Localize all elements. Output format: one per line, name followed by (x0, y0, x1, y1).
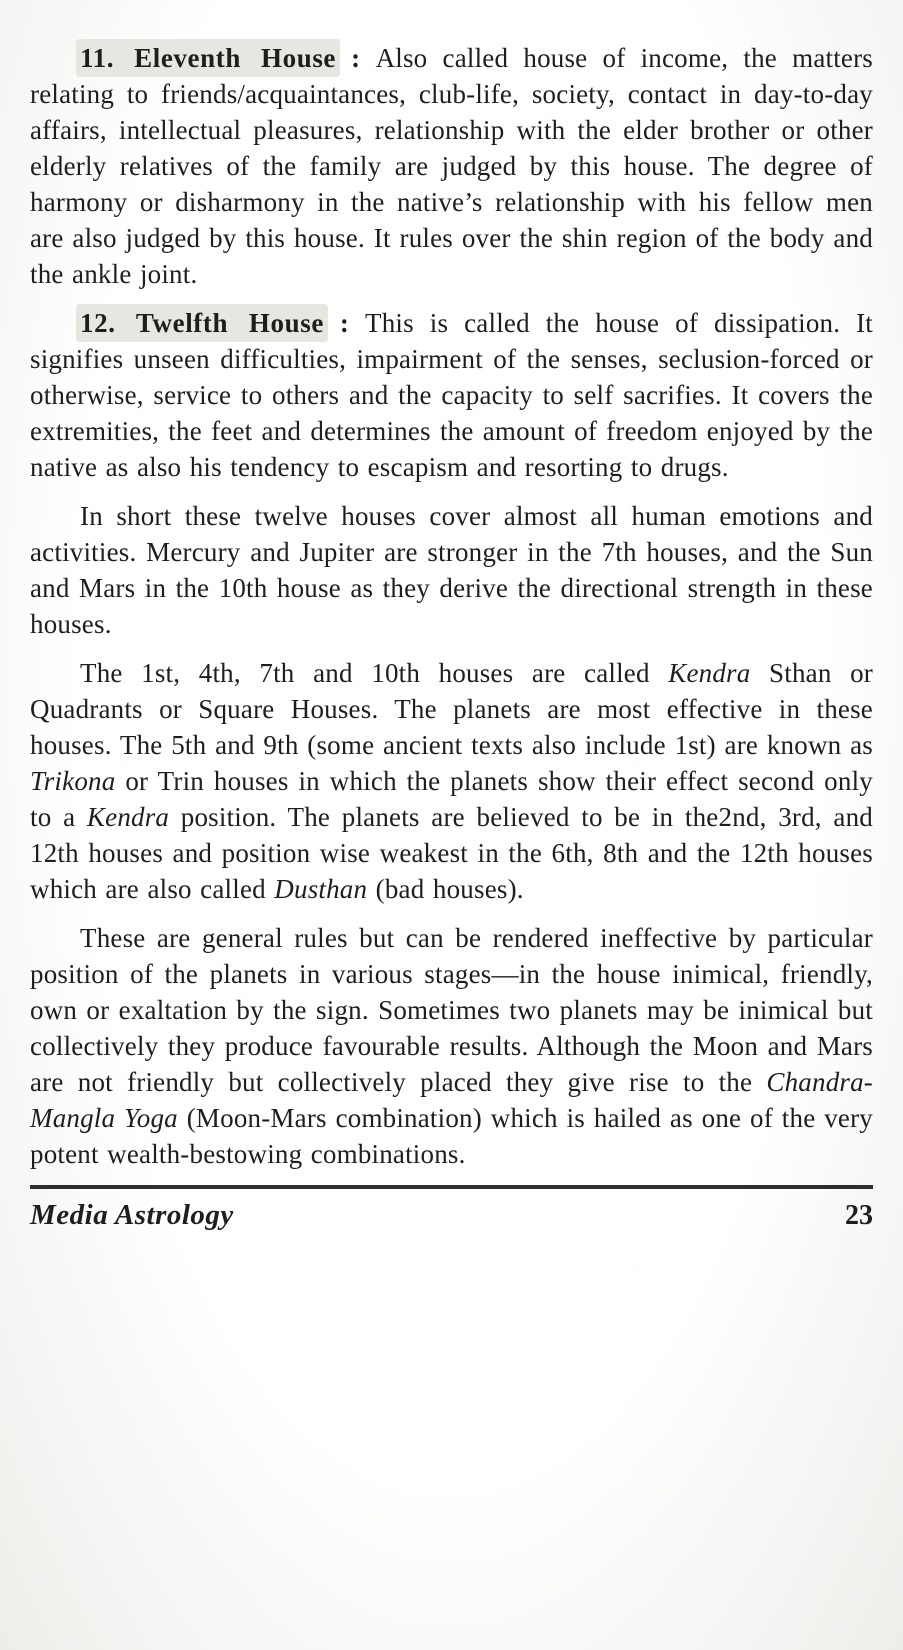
text-run: Sthan or Quadrants or Square Houses. The planets are most effective in these houses. The 5th and 9th (some ancient texts also include 1st) are known as (30, 658, 873, 760)
text-run: (bad houses). (367, 874, 524, 904)
footer-rule (30, 1185, 873, 1189)
text-run: : (336, 43, 376, 73)
text-run: or Trin houses in which the planets show their effect second only to a (30, 766, 873, 832)
text-run: In short these twelve houses cover almost all human emotions and activities. Mercury and Jupiter are stronger in the 7th houses, and the Sun and Mars in the 10th house as they derive the directional strength in these houses. (30, 501, 873, 639)
page-body (30, 40, 873, 1172)
italic-term: Kendra (86, 802, 170, 832)
text-run: These are general rules but can be rendered ineffective by particular position of the planets in various stages—in the house inimical, friendly, own or exaltation by the sign. Sometimes two planets may be inimical but collectively they produce favourable results. Although the Moon and Mars are not friendly but collectively placed they give rise to the (30, 923, 873, 1097)
paragraph (30, 920, 873, 1172)
text-run: Also called house of income, the matters relating to friends/acquaintances, club-life, society, contact in day-to-day affairs, intellectual pleasures, relationship with the elder brother or other elderly relatives of the family are judged by this house. The degree of harmony or disharmony in the native’s relationship with his fellow men are also judged by this house. It rules over the shin region of the body and the ankle joint. (30, 43, 874, 289)
text-run: The 1st, 4th, 7th and 10th houses are called (80, 658, 669, 688)
footer-book-title: Media Astrology (30, 1199, 234, 1231)
footer-page-number: 23 (845, 1200, 873, 1231)
text-run: position. The planets are believed to be in the2nd, 3rd, and 12th houses and position wise weakest in the 6th, 8th and the 12th houses which are also called (30, 802, 873, 904)
italic-term: Dusthan (274, 874, 368, 904)
italic-term: Kendra (668, 658, 751, 688)
paragraph (30, 40, 873, 292)
section-heading: 12. Twelfth House (80, 308, 324, 338)
page-footer (30, 1199, 873, 1232)
text-run: This is called the house of dissipation. It signifies unseen difficulties, impairment of the senses, seclusion-forced or otherwise, service to others and the capacity to self sacrifies. It covers the extremities, the feet and determines the amount of freedom enjoyed by the native as also his tendency to escapism and resorting to drugs. (30, 308, 874, 482)
paragraph (30, 655, 873, 907)
italic-term: Trikona (30, 766, 116, 796)
paragraph (30, 305, 873, 485)
text-run: : (323, 308, 366, 338)
italic-term: Chandra-Mangla Yoga (30, 1067, 873, 1133)
text-run: (Moon-Mars combination) which is hailed as one of the very potent wealth-bestowing combinations. (30, 1103, 874, 1169)
section-heading: 11. Eleventh House (80, 43, 337, 73)
paragraph (30, 498, 873, 642)
